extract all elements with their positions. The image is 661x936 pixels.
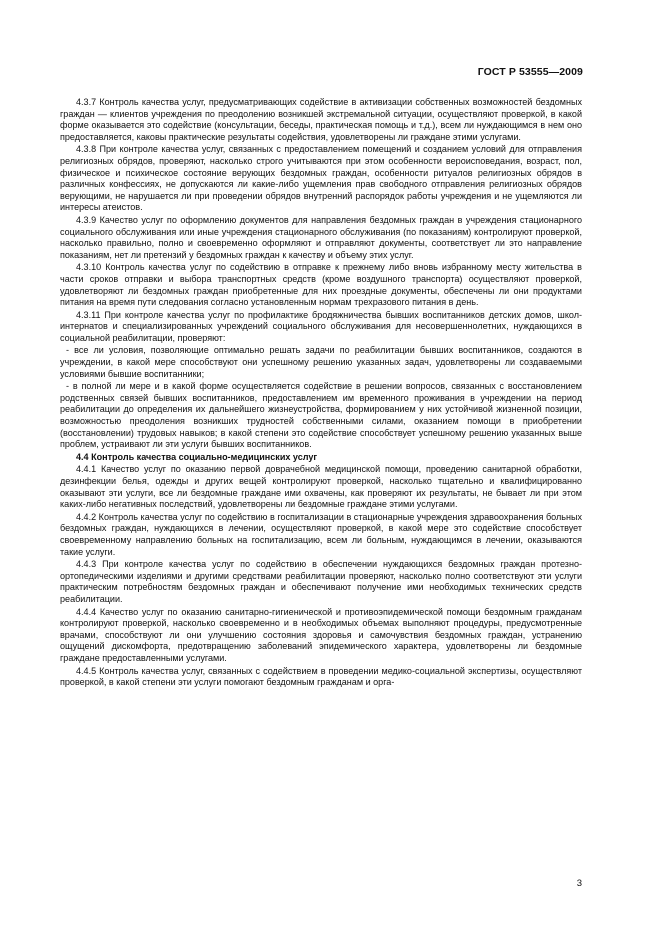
paragraph-4-3-9: 4.3.9 Качество услуг по оформлению документов для направления бездомных граждан в учреждения стационарного социального обслуживания или иные учреждения стационарного обслуживания (по показаниям) контролируют проверкой, насколько правильно, полно и своевременно оформляют и отправляют документы, соответствует ли это направление показаниям, нет ли претензий у бездомных граждан к качеству и объему этих услуг. — [60, 214, 582, 260]
paragraph-4-4-5: 4.4.5 Контроль качества услуг, связанных с содействием в проведении медико-социальной экспертизы, осуществляют проверкой, в какой степени эти услуги помогают бездомным гражданам и орга- — [60, 665, 582, 688]
paragraph-4-4-4: 4.4.4 Качество услуг по оказанию санитарно-гигиенической и противоэпидемической помощи бездомным гражданам контролируют проверкой, насколько своевременно и в необходимых объемах выполняют процедуры, предусмотренные врачами, способствуют ли они улучшению состояния здоровья и самочувствия бездомных граждан, устранению ощущений дискомфорта, предотвращению заболеваний эпидемического характера, удовлетворены ли бездомные граждане предоставленными услугами. — [60, 606, 582, 663]
paragraph-4-3-11: 4.3.11 При контроле качества услуг по профилактике бродяжничества бывших воспитанников детских домов, школ-интернатов и специализированных учреждений социального обслуживания для несовершеннолетних, нуждающихся в социальной реабилитации, проверяют: — [60, 309, 582, 343]
list-item: - в полной ли мере и в какой форме осуществляется содействие в решении вопросов, связанных с восстановлением родственных связей бывших воспитанников, предоставлением им временного проживания в учреждении на период реабилитации до определения их дальнейшего жизнеустройства, формированием у них устойчивой жизненной позиции, возможностью преодоления возникших трудностей собственными силами, оказанием помощи в приобретении (восстановлении) трудовых навыков; в какой степени это содействие способствует успешному решению указанных выше проблем, устраивают ли эти услуги бывших воспитанников. — [60, 381, 582, 450]
paragraph-4-4-1: 4.4.1 Качество услуг по оказанию первой доврачебной медицинской помощи, проведению санитарной обработки, дезинфекции белья, одежды и других вещей контролируют проверкой, насколько тщательно и квалифицированно оказывают эти услуги, все ли бездомные граждане ими охвачены, как проверяют их результаты, не бывает ли при этом каких-либо негативных последствий, удовлетворены ли бездомные граждане этими услугами. — [60, 464, 582, 510]
list-item: - все ли условия, позволяющие оптимально решать задачи по реабилитации бывших воспитанников, создаются в учреждении, в какой мере способствуют они успешному решению указанных задач, удовлетворены ли создаваемыми условиями бывшие воспитанники; — [60, 345, 582, 379]
paragraph-4-4-3: 4.4.3 При контроле качества услуг по содействию в обеспечении нуждающихся бездомных граждан протезно-ортопедическими изделиями и другими средствами реабилитации проверяют, насколько полно соответствуют эти услуги практическим потребностям бездомных граждан и обеспечивают получение ими необходимых технических средств реабилитации. — [60, 559, 582, 604]
document-id-header: ГОСТ Р 53555—2009 — [477, 66, 583, 78]
section-heading-4-4: 4.4 Контроль качества социально-медицинских услуг — [76, 451, 318, 462]
page-number: 3 — [576, 878, 582, 889]
paragraph-4-3-7: 4.3.7 Контроль качества услуг, предусматривающих содействие в активизации собственных возможностей бездомных граждан — клиентов учреждения по преодолению возникшей экстремальной ситуации, осуществляют проверкой, в какой форме оказывается это содействие (консультации, беседы, практическая помощь и т.д.), всем ли нуждающимся в нем оно предоставляется, каковы практические результаты содействия, удовлетворены ли граждане этими услугами. — [60, 97, 582, 142]
document-body — [60, 97, 582, 690]
paragraph-4-3-10: 4.3.10 Контроль качества услуг по содействию в отправке к прежнему либо вновь избранному месту жительства в части сроков отправки и выбора транспортных средств (кроме воздушного транспорта) осуществляют проверкой, удовлетворяют ли бездомных граждан приобретенные для них проездные документы, обеспечены ли они продуктами питания на время пути следования согласно установленным нормам трехразового питания в день. — [60, 262, 582, 308]
paragraph-4-3-8: 4.3.8 При контроле качества услуг, связанных с предоставлением помещений и созданием условий для отправления религиозных обрядов, проверяют, насколько строго учитываются при этом особенности вероисповедания, возраст, пол, физическое и психическое состояние верующих бездомных граждан, особенности ритуалов религиозных обрядов в различных конфессиях, не допускаются ли какие-либо ущемления прав свободного отправления религиозных обрядов верующими, не нарушается ли при проведении обрядов внутренний распорядок работы учреждения и не ущемляются ли интересы атеистов. — [60, 144, 582, 213]
paragraph-4-4-2: 4.4.2 Контроль качества услуг по содействию в госпитализации в стационарные учреждения здравоохранения больных бездомных граждан, нуждающихся в лечении, осуществляют проверкой, в какой мере это содействие способствует своевременному направлению больных на госпитализацию, всем ли больным, нуждающимся в лечении, оказываются такие услуги. — [60, 511, 582, 557]
